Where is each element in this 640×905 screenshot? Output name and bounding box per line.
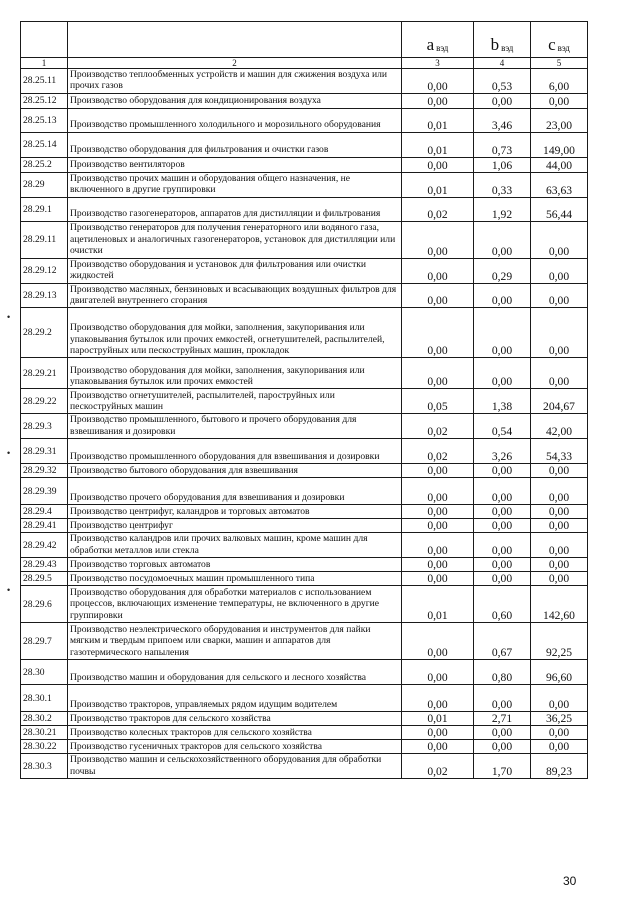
table-row — [21, 93, 588, 108]
table-row — [21, 389, 588, 414]
row-value-c: 0,00 — [531, 358, 588, 389]
table-row — [21, 69, 588, 94]
row-value-c: 0,00 — [531, 726, 588, 740]
row-value-b: 0,00 — [474, 93, 531, 108]
row-code: 28.25.2 — [21, 157, 68, 172]
column-number: 5 — [531, 58, 588, 69]
row-value-b: 0,00 — [474, 478, 531, 505]
row-name: Производство оборудования для мойки, заполнения, закупоривания или упаковывания бутылок или прочих емкостей — [68, 358, 402, 389]
row-value-a: 0,00 — [402, 157, 474, 172]
row-value-b: 1,38 — [474, 389, 531, 414]
row-code: 28.30 — [21, 660, 68, 685]
row-value-a: 0,00 — [402, 358, 474, 389]
row-code: 28.25.12 — [21, 93, 68, 108]
table-row — [21, 533, 588, 558]
row-value-a: 0,01 — [402, 712, 474, 726]
row-name: Производство машин и оборудования для сельского и лесного хозяйства — [68, 660, 402, 685]
row-code: 28.30.21 — [21, 726, 68, 740]
row-name: Производство прочего оборудования для взвешивания и дозировки — [68, 478, 402, 505]
row-value-c: 149,00 — [531, 132, 588, 157]
row-name: Производство тракторов, управляемых рядом идущим водителем — [68, 685, 402, 712]
row-name: Производство огнетушителей, распылителей, пароструйных или пескоструйных машин — [68, 389, 402, 414]
table-row — [21, 464, 588, 478]
row-name: Производство тракторов для сельского хозяйства — [68, 712, 402, 726]
row-value-a: 0,00 — [402, 533, 474, 558]
row-name: Производство газогенераторов, аппаратов для дистилляции и фильтрования — [68, 197, 402, 221]
row-name: Производство оборудования и установок для фильтрования или очистки жидкостей — [68, 258, 402, 283]
row-value-a: 0,01 — [402, 586, 474, 623]
row-value-a: 0,00 — [402, 308, 474, 358]
row-name: Производство масляных, бензиновых и всасывающих воздушных фильтров для двигателей внутреннего сгорания — [68, 283, 402, 308]
row-value-b: 0,00 — [474, 221, 531, 258]
row-name: Производство посудомоечных машин промышленного типа — [68, 572, 402, 586]
row-code: 28.25.14 — [21, 132, 68, 157]
row-value-c: 63,63 — [531, 172, 588, 197]
row-value-c: 0,00 — [531, 464, 588, 478]
row-name: Производство каландров или прочих валковых машин, кроме машин для обработки металлов или стекла — [68, 533, 402, 558]
row-value-a: 0,00 — [402, 572, 474, 586]
table-row — [21, 283, 588, 308]
row-value-b: 3,46 — [474, 108, 531, 132]
row-code: 28.29.43 — [21, 558, 68, 572]
row-value-a: 0,00 — [402, 519, 474, 533]
row-name: Производство колесных тракторов для сельского хозяйства — [68, 726, 402, 740]
table-row — [21, 258, 588, 283]
row-value-c: 0,00 — [531, 308, 588, 358]
row-value-c: 0,00 — [531, 478, 588, 505]
table-row — [21, 157, 588, 172]
row-code: 28.29.1 — [21, 197, 68, 221]
row-value-c: 0,00 — [531, 283, 588, 308]
table-body — [21, 69, 588, 779]
header-col-c: c $_{вэд}$ — [531, 22, 588, 58]
row-value-a: 0,00 — [402, 464, 474, 478]
row-value-b: 0,67 — [474, 623, 531, 660]
table-row — [21, 478, 588, 505]
row-code: 28.30.3 — [21, 754, 68, 779]
row-value-a: 0,01 — [402, 108, 474, 132]
row-value-a: 0,00 — [402, 69, 474, 94]
column-number: 4 — [474, 58, 531, 69]
row-code: 28.29.13 — [21, 283, 68, 308]
row-value-a: 0,05 — [402, 389, 474, 414]
row-name: Производство оборудования для фильтрования и очистки газов — [68, 132, 402, 157]
table-row — [21, 414, 588, 439]
row-value-b: 0,00 — [474, 519, 531, 533]
header-col-a: a $_{вэд}$ — [402, 22, 474, 58]
row-value-c: 54,33 — [531, 439, 588, 464]
table-row — [21, 572, 588, 586]
table-row — [21, 623, 588, 660]
row-value-c: 0,00 — [531, 533, 588, 558]
row-value-c: 44,00 — [531, 157, 588, 172]
row-name: Производство промышленного оборудования для взвешивания и дозировки — [68, 439, 402, 464]
row-value-b: 0,33 — [474, 172, 531, 197]
row-value-b: 2,71 — [474, 712, 531, 726]
row-value-b: 3,26 — [474, 439, 531, 464]
row-value-a: 0,00 — [402, 283, 474, 308]
row-name: Производство промышленного, бытового и прочего оборудования для взвешивания и дозировки — [68, 414, 402, 439]
row-value-b: 0,60 — [474, 586, 531, 623]
row-code: 28.25.11 — [21, 69, 68, 94]
row-code: 28.29.32 — [21, 464, 68, 478]
row-code: 28.29.42 — [21, 533, 68, 558]
row-value-a: 0,00 — [402, 740, 474, 754]
row-name: Производство машин и сельскохозяйственного оборудования для обработки почвы — [68, 754, 402, 779]
row-value-a: 0,02 — [402, 414, 474, 439]
row-value-b: 0,00 — [474, 308, 531, 358]
row-code: 28.29.21 — [21, 358, 68, 389]
row-code: 28.29 — [21, 172, 68, 197]
row-name: Производство неэлектрического оборудования и инструментов для пайки мягким и твердым припоем или сварки, машин и аппаратов для газотермического напыления — [68, 623, 402, 660]
row-value-a: 0,00 — [402, 505, 474, 519]
row-value-c: 36,25 — [531, 712, 588, 726]
row-value-c: 0,00 — [531, 221, 588, 258]
row-value-c: 142,60 — [531, 586, 588, 623]
row-value-b: 0,00 — [474, 283, 531, 308]
row-value-b: 0,00 — [474, 572, 531, 586]
row-code: 28.29.5 — [21, 572, 68, 586]
row-value-b: 0,00 — [474, 726, 531, 740]
table-row — [21, 172, 588, 197]
header-name-cell — [68, 22, 402, 58]
row-value-c: 204,67 — [531, 389, 588, 414]
row-name: Производство промышленного холодильного и морозильного оборудования — [68, 108, 402, 132]
row-value-c: 23,00 — [531, 108, 588, 132]
row-value-a: 0,02 — [402, 754, 474, 779]
row-value-a: 0,00 — [402, 623, 474, 660]
row-name: Производство гусеничных тракторов для сельского хозяйства — [68, 740, 402, 754]
row-value-c: 0,00 — [531, 93, 588, 108]
row-name: Производство теплообменных устройств и машин для сжижения воздуха или прочих газов — [68, 69, 402, 94]
row-value-b: 0,80 — [474, 660, 531, 685]
table-row — [21, 132, 588, 157]
row-value-a: 0,00 — [402, 221, 474, 258]
row-name: Производство оборудования для мойки, заполнения, закупоривания или упаковывания бутылок или прочих емкостей, огнетушителей, распылителей, пароструйных или пескоструйных машин, прокладок — [68, 308, 402, 358]
table-row — [21, 740, 588, 754]
row-value-b: 0,00 — [474, 533, 531, 558]
row-value-c: 6,00 — [531, 69, 588, 94]
row-value-b: 1,70 — [474, 754, 531, 779]
row-value-a: 0,02 — [402, 439, 474, 464]
table-row — [21, 558, 588, 572]
row-value-a: 0,00 — [402, 558, 474, 572]
row-value-a: 0,00 — [402, 258, 474, 283]
page-number: 30 — [563, 874, 577, 888]
row-value-c: 0,00 — [531, 685, 588, 712]
table-row — [21, 685, 588, 712]
row-name: Производство центрифуг, каландров и торговых автоматов — [68, 505, 402, 519]
row-value-c: 0,00 — [531, 572, 588, 586]
row-code: 28.29.11 — [21, 221, 68, 258]
row-code: 28.30.22 — [21, 740, 68, 754]
row-value-a: 0,02 — [402, 197, 474, 221]
table-row — [21, 221, 588, 258]
row-name: Производство бытового оборудования для взвешивания — [68, 464, 402, 478]
column-number: 2 — [68, 58, 402, 69]
row-code: 28.29.22 — [21, 389, 68, 414]
row-name: Производство центрифуг — [68, 519, 402, 533]
header-code-cell — [21, 22, 68, 58]
table-row — [21, 358, 588, 389]
row-value-b: 0,54 — [474, 414, 531, 439]
row-value-c: 42,00 — [531, 414, 588, 439]
row-code: 28.30.1 — [21, 685, 68, 712]
row-value-b: 0,53 — [474, 69, 531, 94]
row-value-b: 0,00 — [474, 685, 531, 712]
table-row — [21, 197, 588, 221]
table-row — [21, 712, 588, 726]
row-code: 28.29.41 — [21, 519, 68, 533]
row-code: 28.25.13 — [21, 108, 68, 132]
row-name: Производство торговых автоматов — [68, 558, 402, 572]
column-number: 1 — [21, 58, 68, 69]
row-value-b: 0,00 — [474, 505, 531, 519]
table-row — [21, 308, 588, 358]
row-value-a: 0,00 — [402, 685, 474, 712]
row-name: Производство оборудования для кондиционирования воздуха — [68, 93, 402, 108]
table-header-row — [21, 22, 588, 58]
row-value-c: 92,25 — [531, 623, 588, 660]
row-value-a: 0,01 — [402, 132, 474, 157]
row-value-a: 0,00 — [402, 726, 474, 740]
column-number: 3 — [402, 58, 474, 69]
row-name: Производство оборудования для обработки материалов с использованием процессов, включающих изменение температуры, не включенного в другие группировки — [68, 586, 402, 623]
row-value-c: 0,00 — [531, 740, 588, 754]
table-row — [21, 586, 588, 623]
row-value-c: 0,00 — [531, 258, 588, 283]
table-row — [21, 505, 588, 519]
column-number-row — [21, 58, 588, 69]
table-row — [21, 660, 588, 685]
row-value-a: 0,01 — [402, 172, 474, 197]
row-name: Производство генераторов для получения генераторного или водяного газа, ацетиленовых и аналогичных газогенераторов, установок для дистилляции или очистки — [68, 221, 402, 258]
row-code: 28.29.12 — [21, 258, 68, 283]
scan-mark: • — [7, 448, 11, 458]
row-code: 28.29.39 — [21, 478, 68, 505]
row-value-b: 0,00 — [474, 558, 531, 572]
row-value-b: 1,06 — [474, 157, 531, 172]
row-code: 28.30.2 — [21, 712, 68, 726]
header-col-b: b $_{вэд}$ — [474, 22, 531, 58]
coefficients-table — [20, 21, 588, 779]
row-value-c: 89,23 — [531, 754, 588, 779]
row-value-c: 0,00 — [531, 558, 588, 572]
row-code: 28.29.7 — [21, 623, 68, 660]
row-value-b: 0,00 — [474, 464, 531, 478]
scan-mark: • — [7, 312, 11, 322]
row-value-b: 0,00 — [474, 740, 531, 754]
row-value-c: 56,44 — [531, 197, 588, 221]
scan-mark: • — [7, 585, 11, 595]
row-value-c: 0,00 — [531, 505, 588, 519]
row-value-b: 1,92 — [474, 197, 531, 221]
row-code: 28.29.2 — [21, 308, 68, 358]
row-code: 28.29.6 — [21, 586, 68, 623]
row-name: Производство вентиляторов — [68, 157, 402, 172]
row-code: 28.29.3 — [21, 414, 68, 439]
row-value-b: 0,00 — [474, 358, 531, 389]
row-code: 28.29.31 — [21, 439, 68, 464]
row-value-c: 96,60 — [531, 660, 588, 685]
table-row — [21, 754, 588, 779]
table-row — [21, 519, 588, 533]
row-name: Производство прочих машин и оборудования общего назначения, не включенного в другие группировки — [68, 172, 402, 197]
row-value-a: 0,00 — [402, 93, 474, 108]
row-value-c: 0,00 — [531, 519, 588, 533]
row-value-a: 0,00 — [402, 478, 474, 505]
row-value-a: 0,00 — [402, 660, 474, 685]
table-row — [21, 439, 588, 464]
row-code: 28.29.4 — [21, 505, 68, 519]
table-row — [21, 108, 588, 132]
row-value-b: 0,29 — [474, 258, 531, 283]
row-value-b: 0,73 — [474, 132, 531, 157]
table-row — [21, 726, 588, 740]
